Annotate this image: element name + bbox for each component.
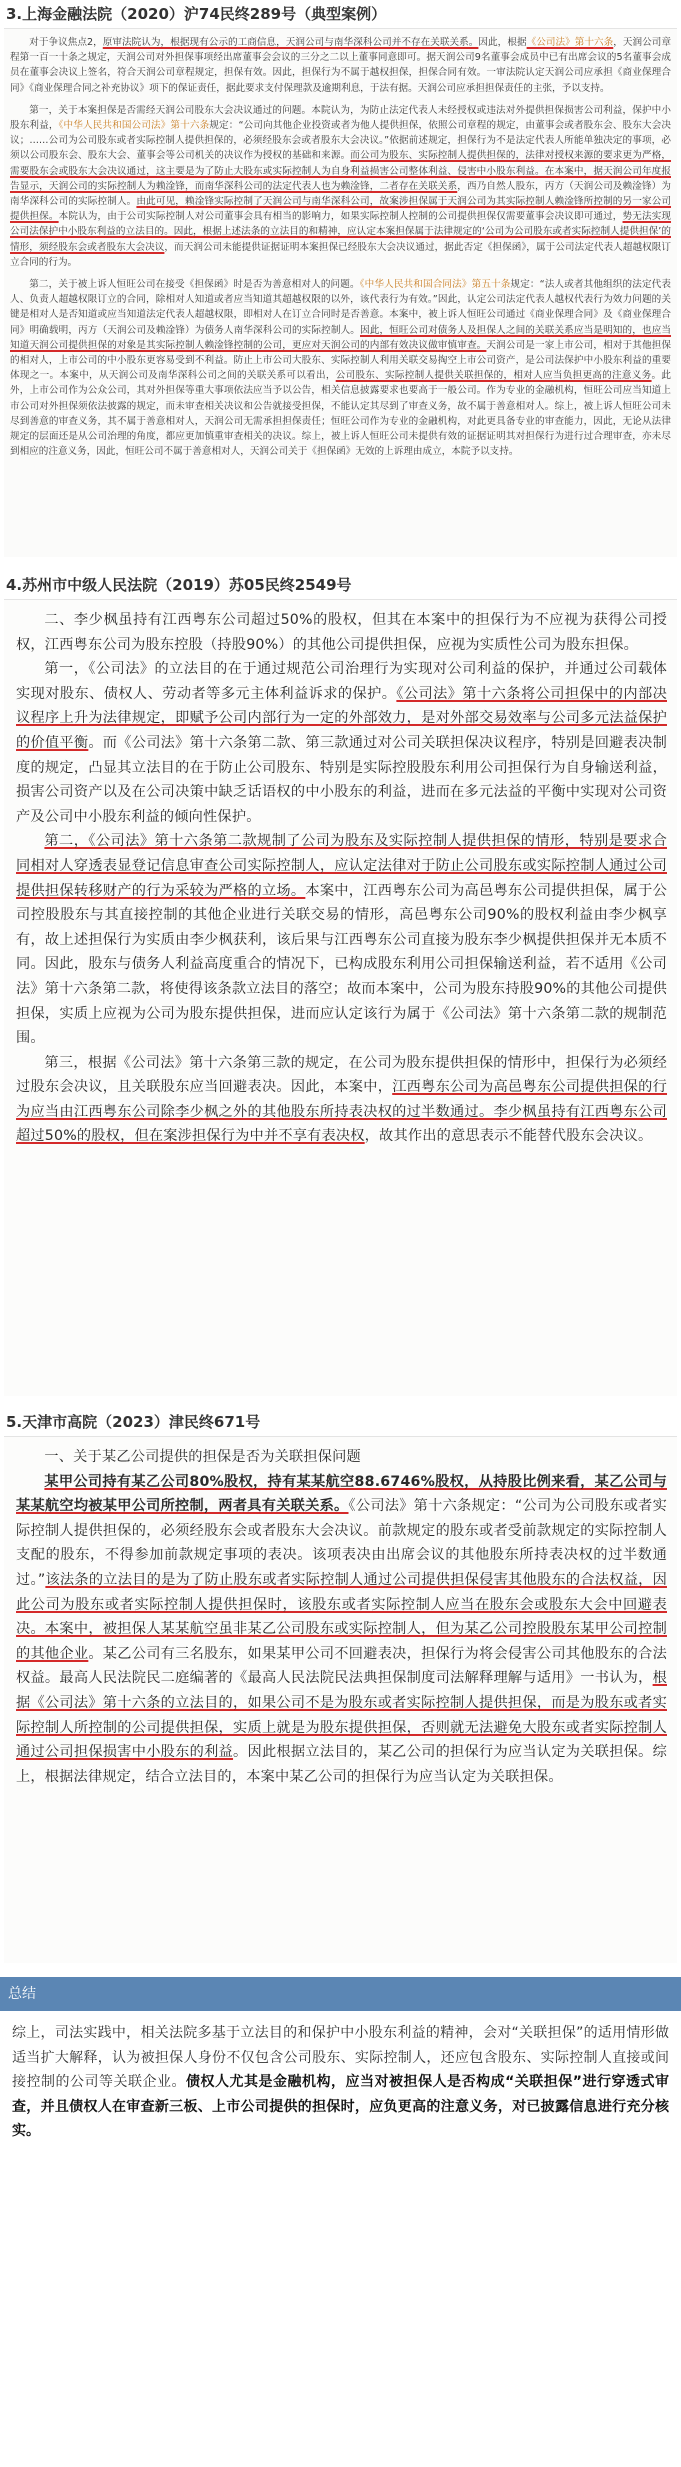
case5-heading: 5.天津市高院（2023）津民终671号 (6, 1413, 261, 1431)
text: 对于争议焦点2， (29, 37, 103, 48)
case3-paragraph-3 (10, 277, 671, 459)
text: 第一，《公司法》的立法目的在于通过规范公司治理行为实现对公司利益的保护，并通过公司载体实现对股东、债权人、劳动者等多元主体利益诉求的保护。 (16, 661, 667, 702)
underlined-text: 根据《公司法》第十六条的立法目的，如果公司不是为股东或者实际控制人提供担保，而是为股东或者实际控制人所控制的公司提供担保，实质上就是为股东提供担保，否则就无法避免大股东或者实际控制人通过公司担保损害中小股东的利益 (16, 1670, 667, 1761)
case5-excerpt (4, 1436, 677, 1963)
summary-paragraph (12, 2021, 669, 2144)
bold-text: 债权人尤其是金融机构，应当对被担保人是否构成“关联担保”进行穿透式审查，并且债权人在审查新三板、上市公司提供的担保时，应负更高的注意义务，对已披露信息进行充分核实。 (12, 2074, 670, 2139)
case5-paragraph-1: 一、关于某乙公司提供的担保是否为关联担保问题 (44, 1449, 361, 1465)
case4-excerpt (4, 599, 677, 1396)
case4-paragraph-4 (16, 1051, 667, 1149)
underlined-text: 由此可见，赖淦锋实际控制了天润公司与南华深科公司，故案涉担保属于天润公司为其实际控制人赖淦锋所控制的另一家公司提供担保。 (10, 196, 672, 223)
underlined-text: 因此，恒旺公司对债务人及担保人之间的关联关系应当是明知的，也应当知道天润公司提供担保的对象是其实际控制人赖淦锋控制的公司，更应对天润公司的内部有效决议做审慎审查。 (10, 324, 672, 351)
text: 本案中，江西粤东公司为高邑粤东公司提供担保，属于公司控股股东与其直接控制的其他企业进行关联交易的情形，高邑粤东公司90%的股权利益由李少枫享有，故上述担保行为实质由李少枫获利，该后果与江西粤东公司直接为股东李少枫提供担保并无本质不同。因此，股东与债务人利益高度重合的情况下，已构成股东利用公司担保输送利益，若不适用《公司法》第十六条第二款，将使得该条款立法目的落空；故而本案中，公司为股东持股90%的其他公司提供担保，实质上应视为公司为股东提供担保，进而应认定该行为属于《公司法》第十六条第二款的规制范围。 (16, 882, 667, 1047)
law-reference: 《中华人民共和国合同法》第五十条 (359, 279, 511, 291)
underlined-text: 公司股东、实际控制人提供关联担保的，相对人应当负担更高的注意义务 (335, 370, 652, 382)
case4-heading: 4.苏州市中级人民法院（2019）苏05民终2549号 (6, 576, 352, 594)
case3-excerpt (4, 28, 677, 557)
text: ，西乃自然人股东，丙方（天润公司及赖淦锋）为南华深科公司的实际控制人。 (10, 180, 671, 208)
case3-paragraph-1 (10, 35, 671, 96)
underlined-text: 某甲公司持有某乙公司80%股权，持有某某航空88.6746%股权，从持股比例来看，某乙公司与某某航空均被某甲公司所控制，两者具有关联关系。 (16, 1473, 667, 1515)
text: 。某乙公司有三名股东，如果某甲公司不回避表决，担保行为将会侵害公司其他股东的合法权益。最高人民法院民二庭编著的《最高人民法院民法典担保制度司法解释理解与适用》一书认为， (16, 1645, 667, 1687)
text: 因此，根据 (478, 37, 527, 48)
text: 《公司法》第十六条规定：“公司为公司股东或者实际控制人提供担保的，必须经股东会或者股东大会决议。前款规定的股东或者受前款规定的实际控制人支配的股东，不得参加前款规定事项的表决。该项表决由出席会议的其他股东所持表决权的过半数通过。” (16, 1498, 667, 1588)
underlined-text: 第二，《公司法》第十六条第二款规制了公司为股东及实际控制人提供担保的情形，特别是要求合同相对人穿透表显登记信息审查公司实际控制人，应认定法律对于防止公司股东或实际控制人通过公司提供担保转移财产的行为采较为严格的立场。 (16, 833, 667, 899)
summary-title: 总结 (8, 1986, 36, 2002)
underlined-text: 势无法实现公司法保护中小股东利益的立法目的。因此，根据上述法条的立法目的和精神，应认定本案担保属于法律规定的‘公司为公司股东或者实际控制人提供担保’的情形，须经股东会或者股东大会决议 (10, 211, 672, 253)
text: 。此外，上市公司作为公众公司，其对外担保等重大事项依法应当予以公告，相关信息披露要求也要高于一般公司。作为专业的金融机构，恒旺公司应当知道上市公司对外担保须依法披露的规定，而未审查相关决议和公告就接受担保，不能认定其尽到了审查义务，故不属于善意相对人。综上，被上诉人恒旺公司未尽到善意的审查义务，其不属于善意相对人，天润公司无需承担担保责任；恒旺公司作为专业的金融机构，对此更具备专业的审查能力，因此，无论从法律规定的层面还是从公司治理的角度，都应更加慎重审查相关的决议。综上，被上诉人恒旺公司未提供有效的证据证明其对担保行为进行过合理审查，亦未尽到相应的注意义务，因此，恒旺公司不属于善意相对人，天润公司关于《担保函》无效的上诉理由成立，本院予以支持。 (10, 370, 672, 458)
text: 第一，关于本案担保是否需经天润公司股东大会决议通过的问题。本院认为，为防止法定代表人未经授权或违法对外提供担保损害公司利益，保护中小股东利益， (10, 104, 671, 132)
case4-paragraph-3 (16, 829, 667, 1050)
underlined-text: 《公司法》第十六条将公司担保中的内部决议程序上升为法律规定，即赋予公司内部行为一定的外部效力，是对外部交易效率与公司多元法益保护的价值平衡 (16, 685, 667, 751)
text: 。而《公司法》第十六条第二款、第三款通过对公司关联担保决议程序，特别是回避表决制度的规定，凸显其立法目的在于防止公司股东、特别是实际控股股东利用公司担保行为自身输送利益，损害公司资产以及在公司决策中缺乏话语权的中小股东的利益，进而在多元法益的平衡中实现对公司资产及公司中小股东利益的倾向性保护。 (16, 734, 667, 825)
text: 第二，关于被上诉人恒旺公司在接受《担保函》时是否为善意相对人的问题。 (29, 279, 360, 291)
text: ，而天润公司未能提供证据证明本案担保已经股东大会决议通过，据此否定《担保函》，属于公司法定代表人超越权限订立合同的行为。 (10, 241, 672, 268)
text: ，天润公司章程第一百一十条之规定，天润公司对外担保事项经出席董事会会议的三分之二以上董事同意即可。据天润公司9名董事会成员中已有出席会议的5名董事会成员在董事会决议上签名，符合天润公司章程规定，担保有效。因此，担保行为不属于越权担保，担保合同有效。一审法院认定天润公司应承担《商业保理合同》《商业保理合同之补充协议》项下的保证责任，据此要求支付保理款及逾期利息，于法有据。天润公司应承担担保责任的主张，予以支持。 (10, 37, 672, 94)
text: 天润公司是一家上市公司，相对于其他担保的相对人，上市公司的中小股东更容易受到不利益。防止上市公司大股东、实际控制人利用关联交易掏空上市公司资产，是公司法保护中小股东利益的重要体现之一。本案中，从天润公司及南华深科公司之间的关联关系可以看出， (10, 339, 672, 382)
text: ，故其作出的意思表示不能替代股东会决议。 (364, 1128, 653, 1145)
underlined-text: 该法条的立法目的是为了防止股东或者实际控制人通过公司提供担保侵害其他股东的合法权益，因此公司为股东或者实际控制人提供担保时，该股东或者实际控制人应当在股东会或股东大会中回避表决。本案中，被担保人某某航空虽非某乙公司股东或实际控制人，但为某乙公司控股股东某甲公司控制的其他企业 (16, 1571, 667, 1662)
case3-paragraph-2 (10, 103, 671, 270)
summary-body (0, 2011, 681, 2144)
text: 本院认为，由于公司实际控制人对公司董事会具有相当的影响力，如果实际控制人控制的公司提供担保仅需要董事会决议即可通过， (58, 211, 623, 223)
law-reference: 《公司法》第十六条 (526, 37, 614, 48)
text: 规定：“法人或者其他组织的法定代表人、负责人超越权限订立的合同，除相对人知道或者应当知道其超越权限的以外，该代表行为有效。”因此，认定公司法定代表人越权代表行为效力问题的关键是相对人是否知道或应当知道法定代表人超越权限，即相对人在订立合同时是否善意。本案中，被上诉人恒旺公司通过《商业保理合同》及《商业保理合同》明确载明，丙方（天润公司及赖淦锋）为债务人南华深科公司的实际控制人。 (10, 279, 671, 336)
underlined-text: 江西粤东公司为高邑粤东公司提供担保的行为应当由江西粤东公司除李少枫之外的其他股东所持表决权的过半数通过。李少枫虽持有江西粤东公司超过50%的股权，但在案涉担保行为中并不享有表决权 (16, 1079, 668, 1145)
text: 第三，根据《公司法》第十六条第三款的规定，在公司为股东提供担保的情形中，担保行为必须经过股东会决议，且关联股东应当回避表决。因此，本案中， (16, 1054, 667, 1096)
case3-heading: 3.上海金融法院（2020）沪74民终289号（典型案例） (6, 5, 387, 23)
law-reference: 《中华人民共和国公司法》第十六条 (58, 120, 210, 132)
text: 综上，司法实践中，相关法院多基于立法目的和保护中小股东利益的精神，会对“关联担保”的适用情形做适当扩大解释，认为被担保人身份不仅包含公司股东、实际控制人，还应包含股东、实际控制人直接或间接控制的公司等关联企业。 (12, 2025, 669, 2090)
summary-header-bar (0, 1977, 681, 2011)
underlined-text: 而公司为股东、实际控制人提供担保的，法律对授权来源的要求更为严格，需要股东会或股东大会决议通过，这主要是为了防止大股东或实际控制人为自身利益损害公司整体利益、侵害中小股东利益。在本案中，据天润公司年度报告显示，天润公司的实际控制人为赖淦锋，而南华深科公司的法定代表人也为赖淦锋，二者存在关联关系 (10, 150, 672, 192)
case5-paragraph-2 (16, 1470, 667, 1790)
text: 。因此根据立法目的，某乙公司的担保行为应当认定为关联担保。综上，根据法律规定，结合立法目的，本案中某乙公司的担保行为应当认定为关联担保。 (16, 1744, 667, 1785)
case4-paragraph-1: 二、李少枫虽持有江西粤东公司超过50%的股权，但其在本案中的担保行为不应视为获得公司授权，江西粤东公司为股东控股（持股90%）的其他公司提供担保，应视为实质性公司为股东担保。 (16, 612, 667, 653)
text: 规定：“公司向其他企业投资或者为他人提供担保，依照公司章程的规定，由董事会或者股东会、股东大会决议；……公司为公司股东或者实际控制人提供担保的，必须经股东会或者股东大会决议。”依据前述规定，担保行为不是法定代表人所能单独决定的事项，必须以公司股东会、股东大会、董事会等公司机关的决议作为授权的基础和来源。 (10, 120, 672, 162)
underlined-text: 原审法院认为，根据现有公示的工商信息，天润公司与南华深科公司并不存在关联关系。 (102, 37, 479, 48)
case4-paragraph-2 (16, 657, 667, 829)
